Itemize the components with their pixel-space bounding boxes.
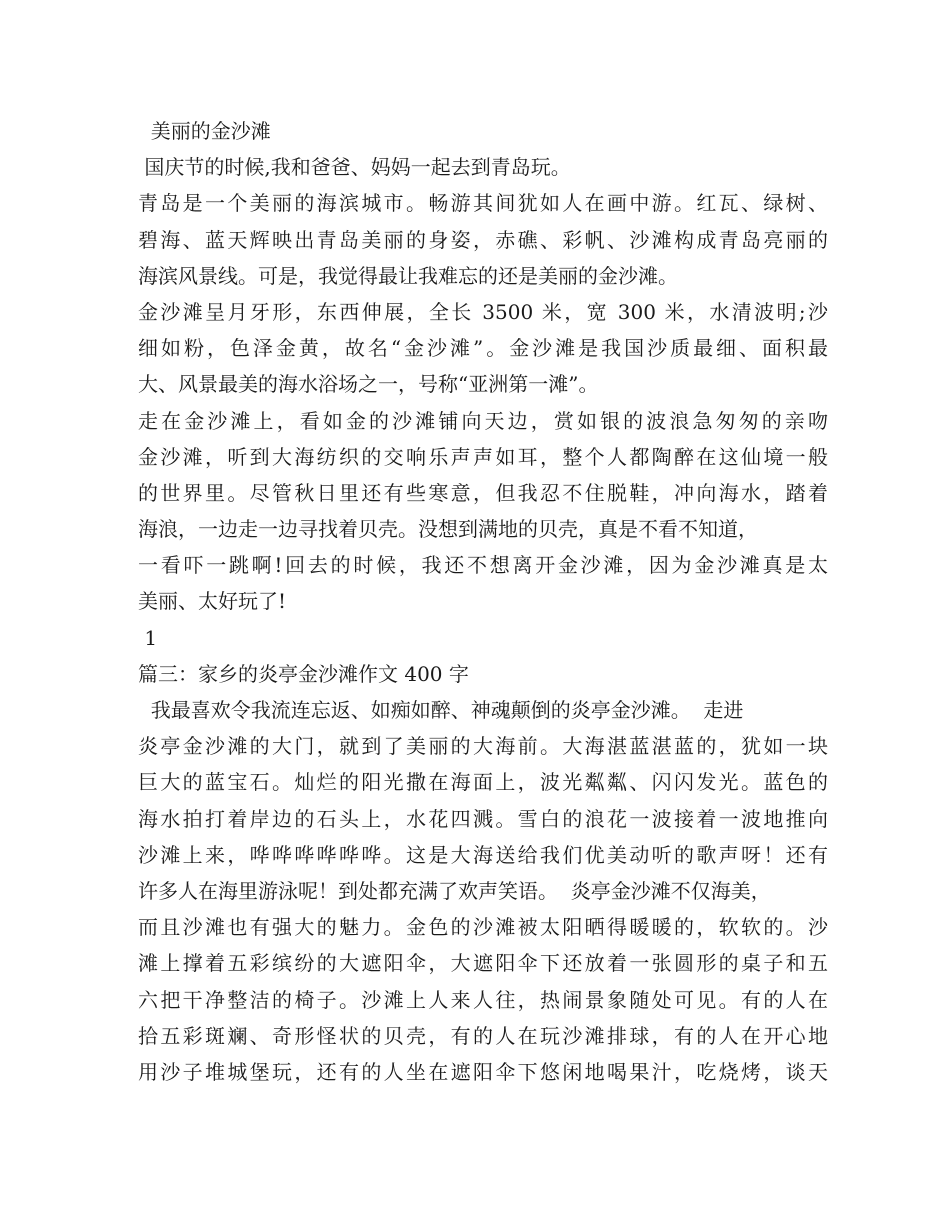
- text-line: 滩上撑着五彩缤纷的大遮阳伞，大遮阳伞下还放着一张圆形的桌子和五: [138, 951, 828, 976]
- text-line: 我最喜欢令我流连忘返、如痴如醉、神魂颠倒的炎亭金沙滩。 走进: [138, 698, 744, 722]
- text-line: 拾五彩斑斓、奇形怪状的贝壳，有的人在玩沙滩排球，有的人在开心地: [138, 1023, 828, 1048]
- text-line: 大、风景最美的海水浴场之一，号称“亚洲第一滩”。: [138, 372, 599, 397]
- text-line: 六把干净整洁的椅子。沙滩上人来人往，热闹景象随处可见。有的人在: [138, 987, 828, 1012]
- text-line: 的世界里。尽管秋日里还有些寒意，但我忍不住脱鞋，冲向海水，踏着: [138, 480, 828, 505]
- text-line: 金沙滩，听到大海纺织的交响乐声声如耳，整个人都陶醉在这仙境一般: [138, 444, 828, 469]
- text-line: 沙滩上来，哗哗哗哗哗哗。这是大海送给我们优美动听的歌声呀！还有: [138, 842, 828, 867]
- document-title: 美丽的金沙滩: [138, 119, 271, 143]
- text-line: 国庆节的时候,我和爸爸、妈妈一起去到青岛玩。: [138, 155, 571, 180]
- text-line: 许多人在海里游泳呢！到处都充满了欢声笑语。 炎亭金沙滩不仅海美，: [138, 878, 771, 903]
- text-line: 用沙子堆城堡玩，还有的人坐在遮阳伞下悠闲地喝果汁，吃烧烤，谈天: [138, 1059, 828, 1084]
- text-line: 金沙滩呈月牙形，东西伸展，全长 3500 米，宽 300 米，水清波明;沙: [138, 299, 828, 324]
- text-line: 一看吓一跳啊!回去的时候，我还不想离开金沙滩，因为金沙滩真是太: [138, 553, 828, 578]
- text-line: 走在金沙滩上，看如金的沙滩铺向天边，赏如银的波浪急匆匆的亲吻: [138, 408, 828, 433]
- text-line: 而且沙滩也有强大的魅力。金色的沙滩被太阳晒得暖暖的，软软的。沙: [138, 915, 828, 940]
- document-body: [138, 113, 828, 1090]
- text-line: 美丽、太好玩了!: [138, 589, 287, 614]
- text-line: 炎亭金沙滩的大门，就到了美丽的大海前。大海湛蓝湛蓝的，犹如一块: [138, 734, 828, 759]
- section-heading: 篇三：家乡的炎亭金沙滩作文 400 字: [138, 661, 469, 686]
- text-line: 海滨风景线。可是，我觉得最让我难忘的还是美丽的金沙滩。: [138, 263, 678, 288]
- text-line: 海浪，一边走一边寻找着贝壳。没想到满地的贝壳，真是不看不知道，: [138, 517, 758, 542]
- page-number: 1: [138, 625, 158, 650]
- text-line: 青岛是一个美丽的海滨城市。畅游其间犹如人在画中游。红瓦、绿树、: [138, 191, 828, 216]
- text-line: 细如粉，色泽金黄，故名“金沙滩”。金沙滩是我国沙质最细、面积最: [138, 336, 828, 361]
- text-line: 巨大的蓝宝石。灿烂的阳光撒在海面上，波光粼粼、闪闪发光。蓝色的: [138, 770, 828, 795]
- text-line: 碧海、蓝天辉映出青岛美丽的身姿，赤礁、彩帆、沙滩构成青岛亮丽的: [138, 227, 828, 252]
- text-line: 海水拍打着岸边的石头上，水花四溅。雪白的浪花一波接着一波地推向: [138, 806, 828, 831]
